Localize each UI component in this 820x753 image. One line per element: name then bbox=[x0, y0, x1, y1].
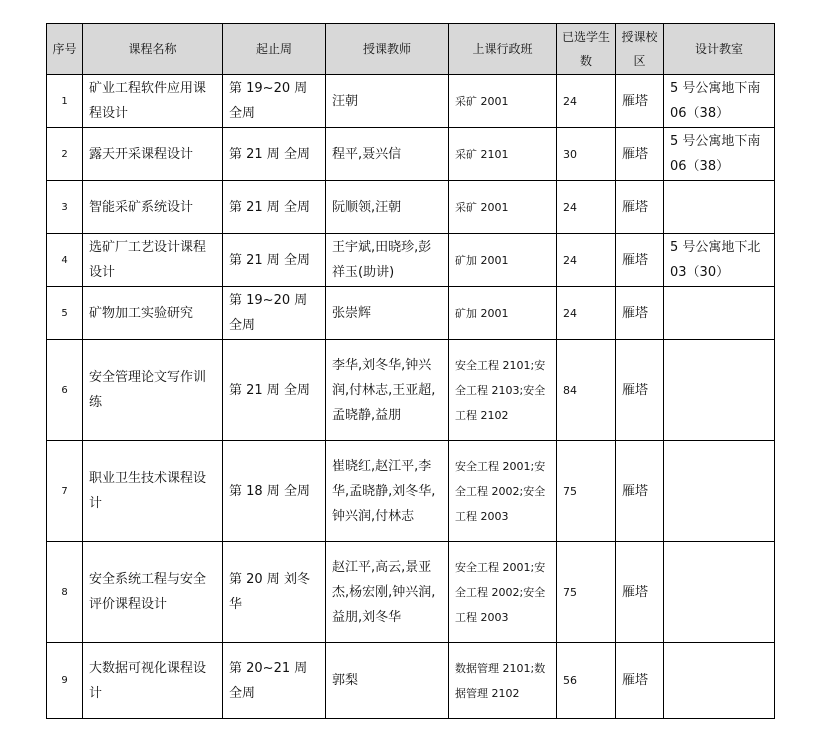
cell-weeks: 第 21 周 全周 bbox=[223, 128, 326, 181]
cell-admin-class: 采矿 2001 bbox=[449, 75, 557, 128]
header-enrolled: 已选学生数 bbox=[557, 24, 616, 75]
cell-room: 5 号公寓地下南 06（38） bbox=[664, 128, 775, 181]
cell-course: 安全系统工程与安全评价课程设计 bbox=[83, 542, 223, 643]
table-row bbox=[47, 75, 775, 128]
cell-enrolled: 75 bbox=[557, 441, 616, 542]
cell-seq: 9 bbox=[47, 643, 83, 719]
table-row bbox=[47, 287, 775, 340]
course-schedule-table bbox=[46, 23, 775, 719]
cell-weeks: 第 21 周 全周 bbox=[223, 181, 326, 234]
cell-seq: 8 bbox=[47, 542, 83, 643]
cell-enrolled: 24 bbox=[557, 287, 616, 340]
cell-course: 选矿厂工艺设计课程设计 bbox=[83, 234, 223, 287]
cell-seq: 3 bbox=[47, 181, 83, 234]
cell-admin-class: 采矿 2101 bbox=[449, 128, 557, 181]
cell-campus: 雁塔 bbox=[616, 643, 664, 719]
cell-seq: 6 bbox=[47, 340, 83, 441]
cell-seq: 1 bbox=[47, 75, 83, 128]
cell-teacher: 赵江平,高云,景亚杰,杨宏刚,钟兴润,益朋,刘冬华 bbox=[326, 542, 449, 643]
cell-course: 智能采矿系统设计 bbox=[83, 181, 223, 234]
cell-weeks: 第 19~20 周 全周 bbox=[223, 287, 326, 340]
table-row bbox=[47, 643, 775, 719]
cell-teacher: 张崇辉 bbox=[326, 287, 449, 340]
cell-admin-class: 安全工程 2101;安全工程 2103;安全工程 2102 bbox=[449, 340, 557, 441]
cell-weeks: 第 18 周 全周 bbox=[223, 441, 326, 542]
table-row bbox=[47, 234, 775, 287]
header-course: 课程名称 bbox=[83, 24, 223, 75]
cell-room bbox=[664, 643, 775, 719]
header-admin-class: 上课行政班 bbox=[449, 24, 557, 75]
cell-campus: 雁塔 bbox=[616, 287, 664, 340]
cell-enrolled: 84 bbox=[557, 340, 616, 441]
cell-course: 矿业工程软件应用课程设计 bbox=[83, 75, 223, 128]
cell-course: 职业卫生技术课程设计 bbox=[83, 441, 223, 542]
cell-enrolled: 30 bbox=[557, 128, 616, 181]
cell-room bbox=[664, 441, 775, 542]
cell-campus: 雁塔 bbox=[616, 181, 664, 234]
header-seq: 序号 bbox=[47, 24, 83, 75]
header-teacher: 授课教师 bbox=[326, 24, 449, 75]
cell-admin-class: 数据管理 2101;数据管理 2102 bbox=[449, 643, 557, 719]
cell-weeks: 第 21 周 全周 bbox=[223, 234, 326, 287]
cell-admin-class: 矿加 2001 bbox=[449, 287, 557, 340]
cell-weeks: 第 20 周 刘冬华 bbox=[223, 542, 326, 643]
header-campus: 授课校区 bbox=[616, 24, 664, 75]
table-row bbox=[47, 542, 775, 643]
header-weeks: 起止周 bbox=[223, 24, 326, 75]
cell-room: 5 号公寓地下北 03（30） bbox=[664, 234, 775, 287]
cell-course: 矿物加工实验研究 bbox=[83, 287, 223, 340]
cell-seq: 7 bbox=[47, 441, 83, 542]
cell-room bbox=[664, 340, 775, 441]
header-room: 设计教室 bbox=[664, 24, 775, 75]
cell-teacher: 程平,聂兴信 bbox=[326, 128, 449, 181]
table-row bbox=[47, 128, 775, 181]
table-row bbox=[47, 181, 775, 234]
cell-teacher: 阮顺领,汪朝 bbox=[326, 181, 449, 234]
cell-teacher: 崔晓红,赵江平,李华,孟晓静,刘冬华,钟兴润,付林志 bbox=[326, 441, 449, 542]
cell-teacher: 郭梨 bbox=[326, 643, 449, 719]
cell-room bbox=[664, 287, 775, 340]
table-row bbox=[47, 441, 775, 542]
cell-admin-class: 采矿 2001 bbox=[449, 181, 557, 234]
cell-room: 5 号公寓地下南 06（38） bbox=[664, 75, 775, 128]
cell-course: 安全管理论文写作训练 bbox=[83, 340, 223, 441]
cell-enrolled: 75 bbox=[557, 542, 616, 643]
header-row bbox=[47, 24, 775, 75]
cell-weeks: 第 19~20 周 全周 bbox=[223, 75, 326, 128]
cell-campus: 雁塔 bbox=[616, 75, 664, 128]
cell-campus: 雁塔 bbox=[616, 441, 664, 542]
cell-teacher: 王宇斌,田晓珍,彭祥玉(助讲) bbox=[326, 234, 449, 287]
cell-room bbox=[664, 542, 775, 643]
table-row bbox=[47, 340, 775, 441]
cell-seq: 2 bbox=[47, 128, 83, 181]
cell-enrolled: 24 bbox=[557, 75, 616, 128]
cell-campus: 雁塔 bbox=[616, 128, 664, 181]
cell-teacher: 李华,刘冬华,钟兴润,付林志,王亚超,孟晓静,益朋 bbox=[326, 340, 449, 441]
cell-admin-class: 安全工程 2001;安全工程 2002;安全工程 2003 bbox=[449, 542, 557, 643]
cell-course: 大数据可视化课程设计 bbox=[83, 643, 223, 719]
cell-enrolled: 56 bbox=[557, 643, 616, 719]
cell-enrolled: 24 bbox=[557, 234, 616, 287]
cell-course: 露天开采课程设计 bbox=[83, 128, 223, 181]
cell-seq: 5 bbox=[47, 287, 83, 340]
cell-weeks: 第 21 周 全周 bbox=[223, 340, 326, 441]
cell-campus: 雁塔 bbox=[616, 234, 664, 287]
cell-weeks: 第 20~21 周 全周 bbox=[223, 643, 326, 719]
cell-teacher: 汪朝 bbox=[326, 75, 449, 128]
cell-room bbox=[664, 181, 775, 234]
cell-enrolled: 24 bbox=[557, 181, 616, 234]
cell-campus: 雁塔 bbox=[616, 542, 664, 643]
cell-seq: 4 bbox=[47, 234, 83, 287]
cell-campus: 雁塔 bbox=[616, 340, 664, 441]
cell-admin-class: 安全工程 2001;安全工程 2002;安全工程 2003 bbox=[449, 441, 557, 542]
cell-admin-class: 矿加 2001 bbox=[449, 234, 557, 287]
